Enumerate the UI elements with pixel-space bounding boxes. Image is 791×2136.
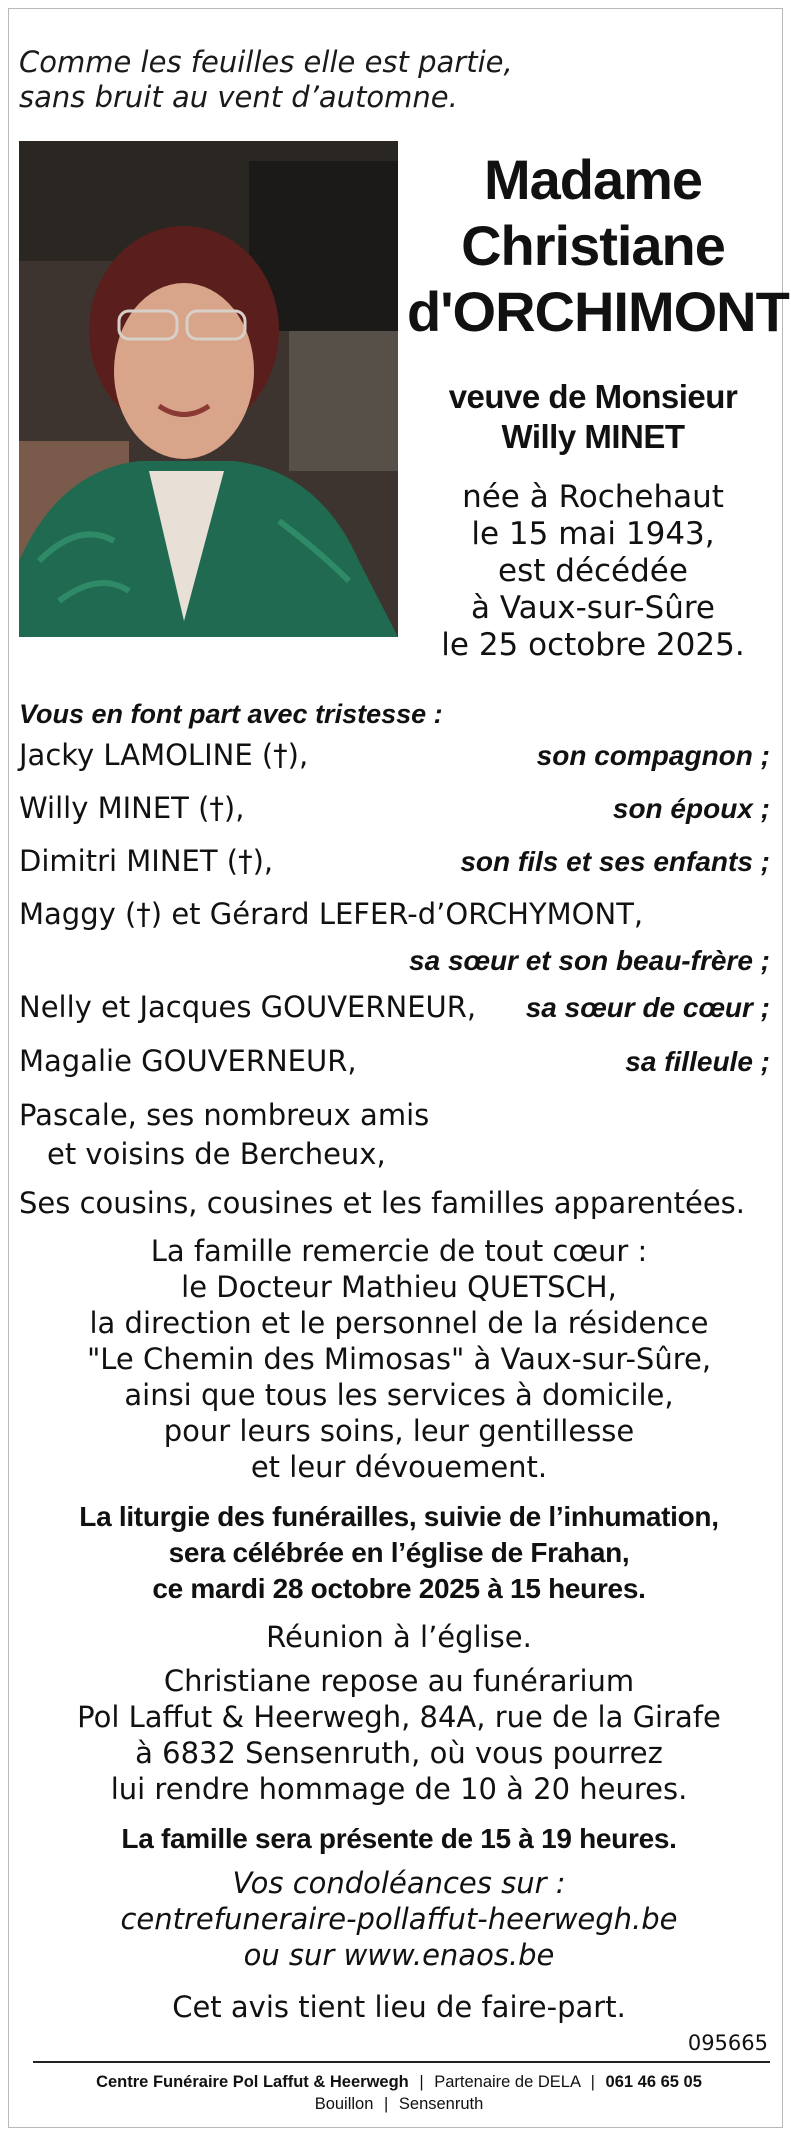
- footer-separator: |: [384, 2095, 389, 2113]
- ceremony-block: [19, 1499, 779, 1607]
- other-mourners-line: Pascale, ses nombreux amis: [19, 1098, 430, 1132]
- ceremony-line: sera célébrée en l’église de Frahan,: [168, 1537, 630, 1568]
- family-member-relation: son fils et ses enfants ;: [460, 846, 770, 877]
- family-member-relation: son compagnon ;: [536, 740, 770, 771]
- footer-divider: [33, 2061, 770, 2063]
- birth-death-details: [407, 479, 779, 664]
- family-member-name: Jacky LAMOLINE (†),: [19, 738, 309, 772]
- footer-line-2: [19, 2093, 779, 2115]
- family-member-relation: sa sœur de cœur ;: [525, 992, 770, 1023]
- other-mourners-line: et voisins de Bercheux,: [47, 1137, 386, 1171]
- deceased-title: Madame: [483, 148, 703, 211]
- thanks-block: [19, 1233, 779, 1485]
- funeral-home-line: Pol Laffut & Heerwegh, 84A, rue de la Girafe: [77, 1700, 721, 1734]
- family-member-row: [19, 989, 770, 1026]
- family-member-name: Magalie GOUVERNEUR,: [19, 1044, 357, 1078]
- thanks-line: le Docteur Mathieu QUETSCH,: [181, 1270, 617, 1304]
- verse-line-2: sans bruit au vent d’automne.: [19, 80, 458, 114]
- obituary-notice: [8, 8, 789, 2128]
- condolences-block: [19, 1865, 779, 1973]
- funeral-home-line: Christiane repose au funérarium: [163, 1664, 635, 1698]
- footer-separator: |: [590, 2073, 595, 2091]
- funeral-home-block: [19, 1663, 779, 1807]
- widow-line-2: Willy MINET: [501, 418, 685, 455]
- closing-text: Cet avis tient lieu de faire-part.: [172, 1990, 626, 2024]
- footer-partner: Partenaire de DELA: [434, 2073, 581, 2091]
- family-member-row: [19, 843, 770, 880]
- portrait-image: [19, 141, 398, 637]
- footer-location: Sensenruth: [398, 2095, 484, 2113]
- thanks-line: la direction et le personnel de la résidence: [89, 1306, 709, 1340]
- family-member-name: Dimitri MINET (†),: [19, 844, 274, 878]
- birth-line: à Vaux-sur-Sûre: [470, 590, 716, 626]
- birth-line: le 15 mai 1943,: [471, 516, 715, 552]
- family-member-row: [19, 790, 770, 827]
- footer-company: Centre Funéraire Pol Laffut & Heerwegh: [96, 2073, 409, 2091]
- footer-separator: |: [419, 2073, 424, 2091]
- widow-of: [407, 377, 779, 457]
- thanks-line: La famille remercie de tout cœur :: [150, 1234, 648, 1268]
- relatives-line: Ses cousins, cousines et les familles apparentées.: [19, 1186, 745, 1220]
- announce-heading: Vous en font part avec tristesse :: [19, 699, 443, 729]
- thanks-line: ainsi que tous les services à domicile,: [124, 1378, 674, 1412]
- footer-line-1: [19, 2071, 779, 2093]
- birth-line: est décédée: [498, 553, 688, 589]
- family-member-row: [19, 1043, 770, 1080]
- footer-location: Bouillon: [314, 2095, 374, 2113]
- deceased-first-name: Christiane: [461, 214, 725, 277]
- family-member-relation: sa filleule ;: [625, 1046, 770, 1077]
- presence-text: La famille sera présente de 15 à 19 heures.: [121, 1823, 677, 1854]
- deceased-last-name: d'ORCHIMONT: [407, 280, 789, 343]
- footer: [19, 2071, 779, 2115]
- thanks-line: pour leurs soins, leur gentillesse: [163, 1414, 635, 1448]
- ceremony-line: La liturgie des funérailles, suivie de l’inhumation,: [79, 1501, 719, 1532]
- verse-line-1: Comme les feuilles elle est partie,: [19, 45, 513, 79]
- family-member-name: Maggy (†) et Gérard LEFER-d’ORCHYMONT,: [19, 897, 644, 931]
- opening-verse: [19, 45, 513, 115]
- birth-line: le 25 octobre 2025.: [441, 627, 745, 663]
- funeral-home-line: à 6832 Sensenruth, où vous pourrez: [135, 1736, 663, 1770]
- family-member-row: [19, 737, 770, 774]
- family-member-relation: sa sœur et son beau-frère ;: [409, 945, 770, 976]
- deceased-identity: [407, 147, 789, 664]
- portrait-photo: [19, 141, 398, 637]
- condolences-line: ou sur www.enaos.be: [243, 1938, 555, 1972]
- funeral-home-line: lui rendre hommage de 10 à 20 heures.: [110, 1772, 688, 1806]
- condolences-line: Vos condoléances sur :: [232, 1866, 566, 1900]
- condolences-link[interactable]: centrefuneraire-pollaffut-heerwegh.be: [120, 1902, 678, 1936]
- widow-line-1: veuve de Monsieur: [448, 378, 738, 415]
- family-member-relation: son époux ;: [612, 793, 770, 824]
- thanks-line: et leur dévouement.: [250, 1450, 548, 1484]
- ceremony-line: ce mardi 28 octobre 2025 à 15 heures.: [152, 1573, 646, 1604]
- thanks-line: "Le Chemin des Mimosas" à Vaux-sur-Sûre,: [86, 1342, 712, 1376]
- family-member-name: Nelly et Jacques GOUVERNEUR,: [19, 990, 477, 1024]
- reunion-text: Réunion à l’église.: [266, 1620, 532, 1654]
- footer-phone: 061 46 65 05: [605, 2073, 702, 2091]
- reference-number: 095665: [687, 2031, 768, 2055]
- family-member-name: Willy MINET (†),: [19, 791, 245, 825]
- birth-line: née à Rochehaut: [462, 479, 724, 515]
